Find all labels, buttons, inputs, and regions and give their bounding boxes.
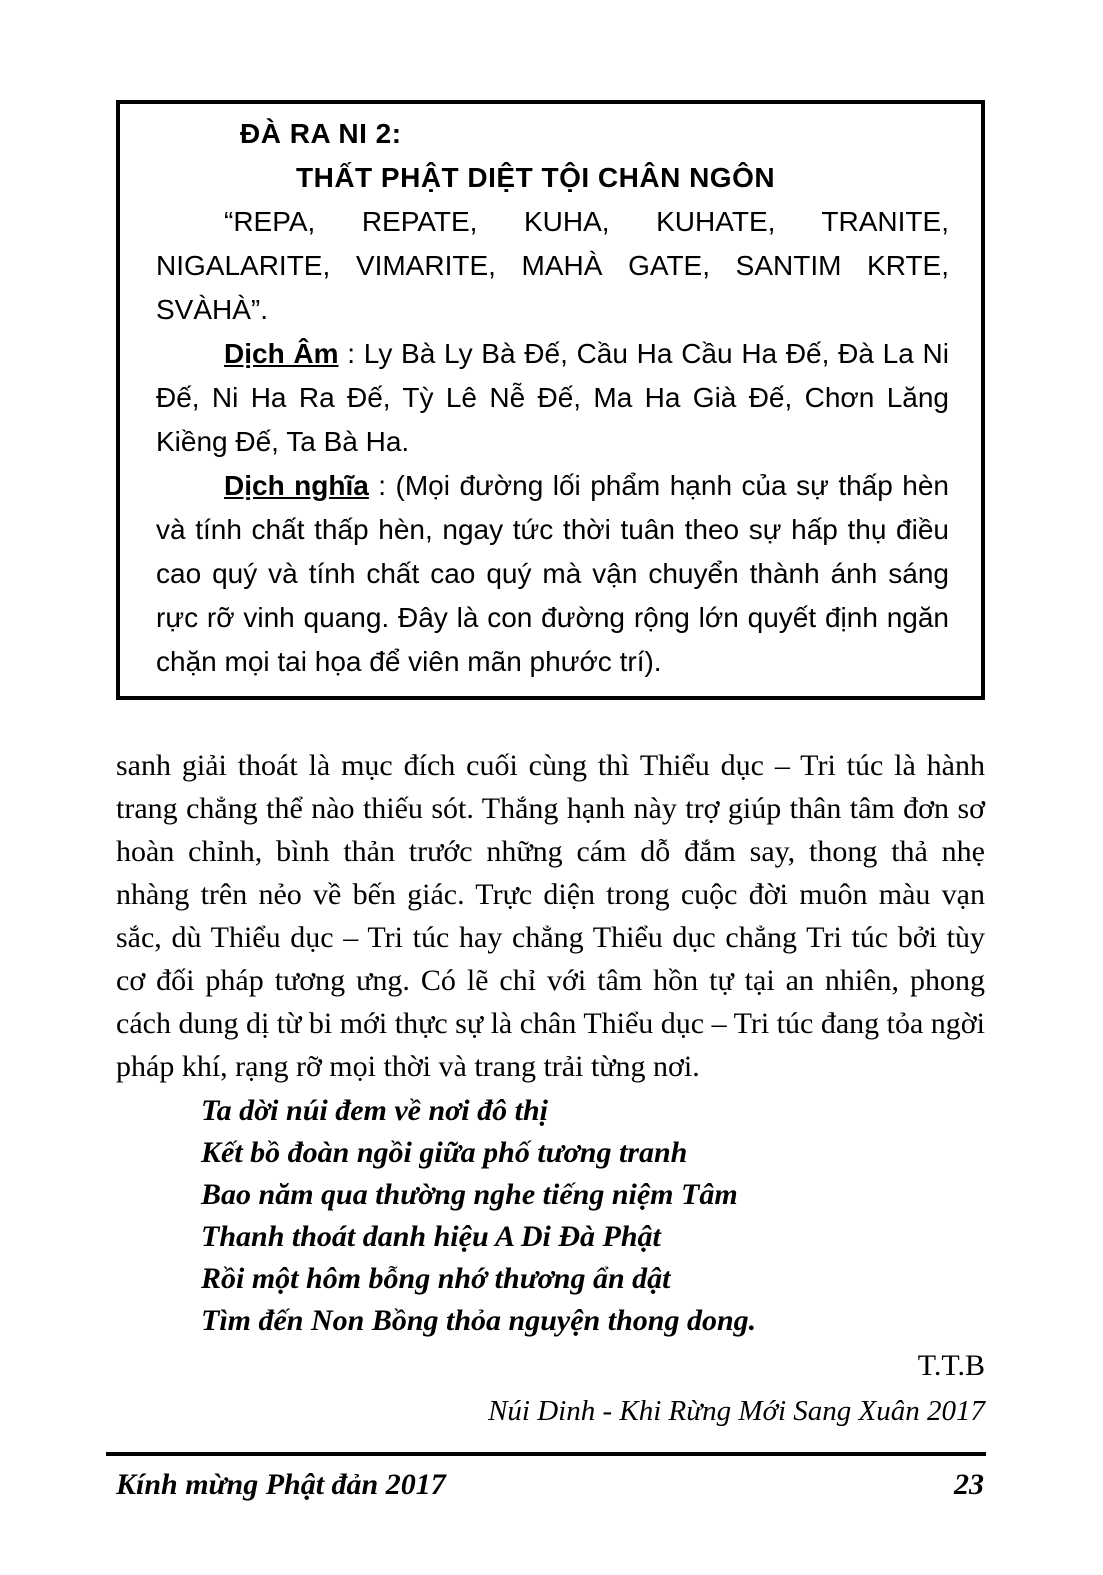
- dharani-title-line1: ĐÀ RA NI 2:: [240, 118, 402, 149]
- poem-line: Bao năm qua thường nghe tiếng niệm Tâm: [201, 1178, 738, 1211]
- meaning-text: : (Mọi đường lối phẩm hạnh của sự thấp hèn và tính chất thấp hèn, ngay tức thời tuân theo sự hấp thụ điều cao quý và tính chất cao quý mà vận chuyển thành ánh sáng rực rỡ vinh quang. Đây là con đường rộng lớn quyết định ngăn chặn mọi tai họa để viên mãn phước trí).: [156, 470, 949, 677]
- dharani-box: [116, 100, 985, 700]
- footer-title: Kính mừng Phật đản 2017: [116, 1468, 446, 1501]
- dharani-title-line2: THẤT PHẬT DIỆT TỘI CHÂN NGÔN: [296, 162, 776, 193]
- poem-line: Rồi một hôm bỗng nhớ thương ẩn dật: [201, 1262, 671, 1295]
- author-signature: T.T.B: [917, 1349, 985, 1382]
- phonetic-label: Dịch Âm: [224, 338, 339, 369]
- poem-line: Kết bồ đoàn ngồi giữa phố tương tranh: [201, 1136, 688, 1169]
- poem-line: Thanh thoát danh hiệu A Di Đà Phật: [201, 1220, 661, 1253]
- poem-attribution: Núi Dinh - Khi Rừng Mới Sang Xuân 2017: [488, 1395, 985, 1427]
- poem: [201, 1090, 985, 1342]
- poem-line: Tìm đến Non Bồng thỏa nguyện thong dong.: [201, 1304, 757, 1337]
- poem-line: Ta dời núi đem về nơi đô thị: [201, 1094, 548, 1127]
- meaning-paragraph: [156, 464, 949, 684]
- mantra-paragraph: “REPA, REPATE, KUHA, KUHATE, TRANITE, NIGALARITE, VIMARITE, MAHÀ GATE, SANTIM KRTE, SVÀHÀ”.: [156, 206, 949, 325]
- phonetic-paragraph: [156, 332, 949, 464]
- phonetic-text: : Ly Bà Ly Bà Đế, Cầu Ha Cầu Ha Đế, Đà La Ni Đế, Ni Ha Ra Đế, Tỳ Lê Nễ Đế, Ma Ha Già Đế, Chơn Lăng Kiềng Đế, Ta Bà Ha.: [156, 338, 949, 457]
- page-number: 23: [954, 1468, 984, 1501]
- page-footer: [106, 1452, 986, 1502]
- page-content: [116, 100, 985, 1434]
- body-paragraph: sanh giải thoát là mục đích cuối cùng thì Thiểu dục – Tri túc là hành trang chẳng thể nào thiếu sót. Thắng hạnh này trợ giúp thân tâm đơn sơ hoàn chỉnh, bình thản trước những cám dỗ đắm say, thong thả nhẹ nhàng trên nẻo về bến giác. Trực diện trong cuộc đời muôn màu vạn sắc, dù Thiểu dục – Tri túc hay chẳng Thiểu dục chẳng Tri túc bởi tùy cơ đối pháp tương ưng. Có lẽ chỉ với tâm hồn tự tại an nhiên, phong cách dung dị từ bi mới thực sự là chân Thiểu dục – Tri túc đang tỏa ngời pháp khí, rạng rỡ mọi thời và trang trải từng nơi.: [116, 749, 985, 1083]
- meaning-label: Dịch nghĩa: [224, 470, 369, 501]
